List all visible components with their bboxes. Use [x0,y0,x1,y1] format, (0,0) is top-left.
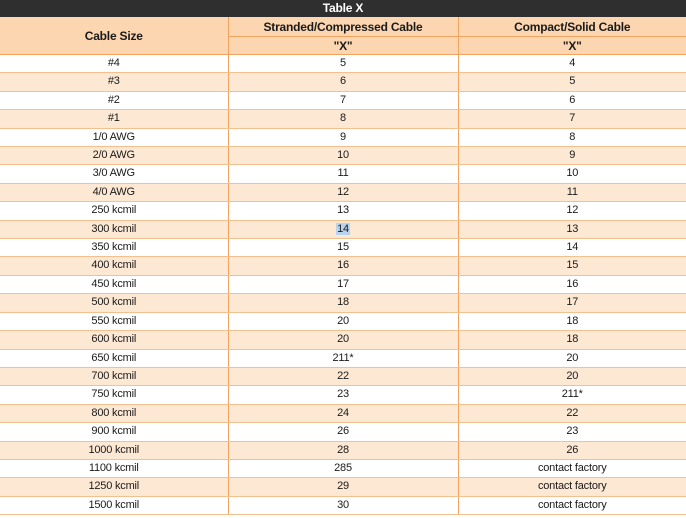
table-row [0,257,686,275]
cell-cable-size: 1500 kcmil [0,496,228,514]
cell-cable-size: 500 kcmil [0,294,228,312]
cell-cable-size: 900 kcmil [0,423,228,441]
cell-cable-size: #4 [0,55,228,73]
cell-cable-size: 3/0 AWG [0,165,228,183]
cell-cable-size: 1250 kcmil [0,478,228,496]
table-row [0,349,686,367]
cell-stranded-x: 16 [228,257,458,275]
cell-compact-x: contact factory [458,478,686,496]
header-stranded: Stranded/Compressed Cable [228,17,458,37]
cell-stranded-x: 29 [228,478,458,496]
cell-cable-size: 400 kcmil [0,257,228,275]
cell-stranded-x [228,220,458,238]
cell-stranded-x: 26 [228,423,458,441]
table-row [0,496,686,514]
cell-compact-x: 12 [458,202,686,220]
table-row [0,91,686,109]
cell-cable-size: 300 kcmil [0,220,228,238]
cell-stranded-x: 13 [228,202,458,220]
cell-compact-x: 20 [458,349,686,367]
cell-cable-size: 2/0 AWG [0,147,228,165]
cell-stranded-x: 22 [228,367,458,385]
cell-compact-x: 20 [458,367,686,385]
header-cable-size: Cable Size [0,17,228,55]
table-row [0,312,686,330]
cell-cable-size: 750 kcmil [0,386,228,404]
table-row [0,459,686,477]
table-row [0,423,686,441]
cell-compact-x: 22 [458,404,686,422]
cell-compact-x: 16 [458,275,686,293]
header-stranded-x: "X" [228,37,458,55]
table-row [0,220,686,238]
cell-stranded-x: 12 [228,183,458,201]
cell-stranded-x: 8 [228,110,458,128]
cell-compact-x: 10 [458,165,686,183]
cell-cable-size: 450 kcmil [0,275,228,293]
cell-stranded-x: 15 [228,239,458,257]
cell-cable-size: #3 [0,73,228,91]
cell-cable-size: 1000 kcmil [0,441,228,459]
cell-compact-x: 9 [458,147,686,165]
cell-stranded-x: 10 [228,147,458,165]
header-compact-x: "X" [458,37,686,55]
cell-cable-size: 700 kcmil [0,367,228,385]
cell-stranded-x: 30 [228,496,458,514]
cell-compact-x: 8 [458,128,686,146]
cell-compact-x: 26 [458,441,686,459]
header-compact: Compact/Solid Cable [458,17,686,37]
cell-stranded-x: 285 [228,459,458,477]
cell-compact-x: 211* [458,386,686,404]
table-row [0,441,686,459]
cell-stranded-x: 211* [228,349,458,367]
table-row [0,478,686,496]
cell-compact-x: 11 [458,183,686,201]
table-row [0,275,686,293]
cell-stranded-x: 6 [228,73,458,91]
cell-compact-x: 23 [458,423,686,441]
cell-compact-x: 6 [458,91,686,109]
cell-compact-x: 7 [458,110,686,128]
cell-cable-size: 250 kcmil [0,202,228,220]
cell-cable-size: #2 [0,91,228,109]
cell-compact-x: 18 [458,331,686,349]
cell-compact-x: contact factory [458,496,686,514]
table-body [0,55,686,515]
cell-compact-x: 17 [458,294,686,312]
cell-cable-size: 550 kcmil [0,312,228,330]
cell-stranded-x: 20 [228,331,458,349]
cell-stranded-x: 20 [228,312,458,330]
cell-stranded-x: 24 [228,404,458,422]
cell-cable-size: 650 kcmil [0,349,228,367]
cell-cable-size: 1100 kcmil [0,459,228,477]
cell-cable-size: 1/0 AWG [0,128,228,146]
cell-cable-size: #1 [0,110,228,128]
cell-cable-size: 4/0 AWG [0,183,228,201]
cell-stranded-x: 28 [228,441,458,459]
table-row [0,331,686,349]
table-row [0,294,686,312]
table-row [0,404,686,422]
table-title: Table X [0,0,686,17]
cell-stranded-x: 23 [228,386,458,404]
table-row [0,367,686,385]
table-row [0,73,686,91]
cell-stranded-x: 18 [228,294,458,312]
cell-cable-size: 800 kcmil [0,404,228,422]
cell-stranded-x: 7 [228,91,458,109]
table-row [0,110,686,128]
cell-compact-x: 18 [458,312,686,330]
cell-stranded-x: 11 [228,165,458,183]
cell-stranded-x: 5 [228,55,458,73]
table-row [0,183,686,201]
table-row [0,147,686,165]
cell-stranded-x: 9 [228,128,458,146]
cell-compact-x: 4 [458,55,686,73]
cell-compact-x: 15 [458,257,686,275]
table-header [0,17,686,55]
cell-cable-size: 600 kcmil [0,331,228,349]
cell-compact-x: 5 [458,73,686,91]
cell-compact-x: 14 [458,239,686,257]
cell-compact-x: 13 [458,220,686,238]
table-row [0,202,686,220]
table-row [0,165,686,183]
table-row [0,386,686,404]
cell-stranded-x: 17 [228,275,458,293]
table-row [0,55,686,73]
selected-text: 14 [337,222,349,235]
table-row [0,128,686,146]
cable-size-table [0,17,686,515]
cell-cable-size: 350 kcmil [0,239,228,257]
cell-compact-x: contact factory [458,459,686,477]
table-row [0,239,686,257]
